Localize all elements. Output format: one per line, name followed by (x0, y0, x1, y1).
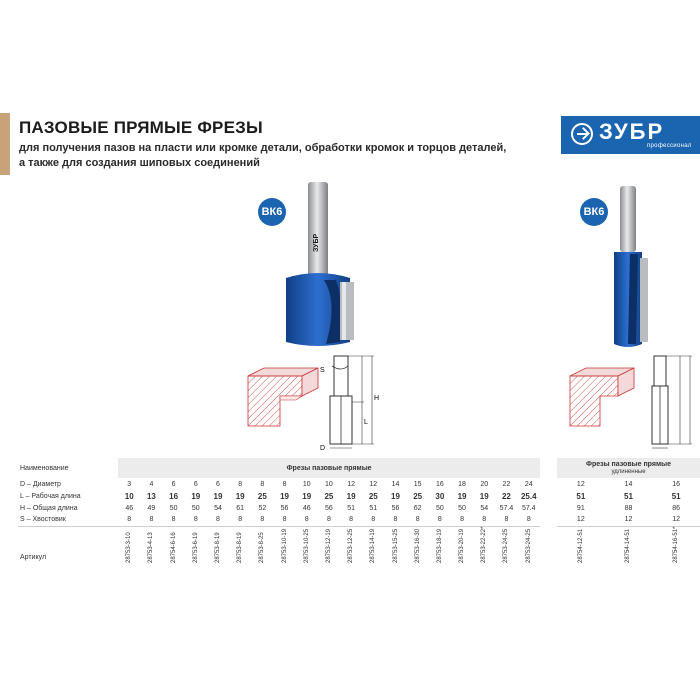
article-cell (140, 526, 162, 588)
table-cell: 19 (391, 491, 400, 501)
article-text: 28754-14-51 (625, 528, 632, 563)
table-cell: 8 (473, 514, 495, 526)
table-cell: 12 (605, 514, 653, 526)
table-cell: 8 (296, 514, 318, 526)
logo-text: ЗУБР (599, 119, 665, 144)
table-cell: 56 (391, 504, 400, 512)
table-row-working-length (18, 490, 540, 502)
table-cell: 8 (451, 514, 473, 526)
table-cell: 49 (147, 504, 156, 512)
table-cell: 19 (280, 491, 290, 501)
article-text: 28753-8-25 (259, 532, 266, 563)
table-row-diameter (557, 478, 700, 490)
article-text: 28753-12-19 (325, 528, 332, 563)
specs-table-long (557, 458, 700, 588)
bit-dimension-drawing (318, 352, 382, 452)
table-cell: 57.4 (499, 504, 514, 512)
article-cell (163, 526, 185, 588)
table-cell: 4 (149, 480, 154, 488)
table-cell: 57.4 (521, 504, 536, 512)
table-cell: 15 (413, 480, 422, 488)
table-cell: 51 (576, 491, 586, 501)
article-cell (652, 526, 700, 588)
table-header-row (557, 458, 700, 478)
table-cell: 6 (193, 480, 198, 488)
article-cell (429, 526, 451, 588)
table-cell: 6 (216, 480, 220, 488)
page-subtitle (19, 141, 539, 171)
label-d: D (320, 445, 326, 452)
table-cell: 8 (163, 514, 185, 526)
table-cell: 14 (624, 480, 633, 488)
table-cell: 8 (282, 480, 287, 488)
row-label: Артикул (20, 553, 47, 561)
table-cell: 19 (191, 491, 201, 501)
table-cell: 25 (413, 491, 423, 501)
table-cell: 88 (624, 504, 633, 512)
material-badge-left: ВК6 (258, 198, 286, 226)
table-cell: 24 (524, 480, 533, 488)
table-cell: 8 (429, 514, 451, 526)
article-cell (251, 526, 273, 588)
article-text: 28753-15-25 (392, 528, 399, 563)
group-header-long (557, 458, 700, 478)
table-cell: 86 (672, 504, 681, 512)
table-cell: 46 (125, 504, 134, 512)
table-cell: 54 (480, 504, 489, 512)
label-s: S (320, 367, 325, 374)
group-header-title: Фрезы пазовые прямые (586, 461, 671, 468)
table-cell: 62 (413, 504, 422, 512)
article-text: 28754-6-16 (170, 532, 177, 563)
subtitle-line-2: а также для создания шиповых соединений (19, 157, 260, 169)
article-text: 28753-10-19 (281, 528, 288, 563)
router-bit-long-image (602, 186, 652, 348)
table-cell: 10 (302, 480, 311, 488)
table-cell: 20 (480, 480, 489, 488)
table-cell: 46 (302, 504, 311, 512)
table-cell: 10 (124, 491, 134, 501)
table-cell: 8 (495, 514, 517, 526)
table-cell: 25.4 (520, 491, 537, 501)
bit-dimension-drawing-long (640, 352, 700, 452)
table-cell: 8 (340, 514, 362, 526)
article-text: 28753-16-30 (414, 528, 421, 563)
table-cell: 8 (185, 514, 207, 526)
article-text: 28753-6-19 (192, 532, 199, 563)
table-cell: 8 (118, 514, 140, 526)
table-cell: 8 (362, 514, 384, 526)
article-cell (185, 526, 207, 588)
table-cell: 12 (652, 514, 700, 526)
article-text: 28753-10-25 (303, 528, 310, 563)
table-cell: 50 (169, 504, 178, 512)
table-cell: 14 (391, 480, 400, 488)
table-cell: 52 (258, 504, 267, 512)
table-row-working-length (557, 490, 700, 502)
table-row-shank (557, 514, 700, 526)
article-text: 28753-24-25 (525, 528, 532, 563)
table-cell: 50 (435, 504, 444, 512)
article-text: 28753-8-19 (215, 532, 221, 563)
table-cell: 50 (458, 504, 466, 512)
logo-subtext: профессионал (647, 143, 692, 149)
table-cell: 19 (235, 491, 245, 501)
table-cell: 8 (384, 514, 406, 526)
article-text: 28754-12-51 (577, 528, 584, 563)
table-cell: 13 (146, 491, 156, 501)
table-cell: 12 (557, 514, 605, 526)
article-text: 28753-18-19 (436, 528, 443, 563)
logo-arrow-icon (571, 123, 593, 145)
specs-table (18, 458, 540, 588)
label-h: H (374, 395, 380, 402)
table-row-article (18, 526, 540, 588)
article-text: 28753-24-25 (503, 528, 510, 563)
table-cell: 19 (457, 491, 467, 501)
name-column-header: Наименование (18, 458, 118, 478)
table-cell: 18 (458, 480, 466, 488)
table-cell: 22 (501, 491, 511, 501)
table-cell: 56 (325, 504, 333, 512)
article-cell (605, 526, 653, 588)
table-cell: 3 (127, 480, 132, 488)
table-cell: 25 (257, 491, 267, 501)
table-cell: 8 (260, 480, 265, 488)
table-cell: 51 (369, 504, 378, 512)
article-cell (207, 526, 229, 588)
article-text: 28753-12-25 (348, 528, 355, 563)
table-cell: 61 (236, 504, 245, 512)
article-cell (451, 526, 473, 588)
table-cell: 8 (407, 514, 429, 526)
article-cell (473, 526, 495, 588)
article-cell (362, 526, 384, 588)
table-cell: 51 (347, 504, 356, 512)
table-cell: 16 (169, 491, 179, 501)
subtitle-line-1: для получения пазов на пласти или кромке детали, обработки кромок и торцов деталей, (19, 142, 507, 154)
table-cell: 56 (280, 504, 289, 512)
table-cell: 25 (368, 491, 378, 501)
table-cell: 8 (273, 514, 295, 526)
table-cell: 8 (207, 514, 229, 526)
table-row-article (557, 526, 700, 588)
table-cell: 16 (435, 480, 444, 488)
table-cell: 22 (502, 480, 511, 488)
article-text: 28753-22-22* (481, 526, 488, 563)
table-cell: 25 (324, 491, 334, 501)
table-row-shank (18, 514, 540, 526)
article-cell (340, 526, 362, 588)
table-cell: 51 (624, 491, 633, 501)
table-cell: 16 (672, 480, 681, 488)
article-cell (318, 526, 340, 588)
table-cell: 19 (213, 491, 223, 501)
table-cell: 12 (369, 480, 378, 488)
page-title: ПАЗОВЫЕ ПРЯМЫЕ ФРЕЗЫ (19, 118, 263, 137)
table-cell: 8 (238, 480, 243, 488)
article-text: 28754-16-51* (673, 526, 680, 563)
table-cell: 12 (576, 480, 585, 488)
article-cell (407, 526, 429, 588)
material-badge-right: ВК6 (580, 198, 608, 226)
article-cell (296, 526, 318, 588)
article-cell (229, 526, 251, 588)
router-bit-image (280, 182, 360, 350)
article-cell (273, 526, 295, 588)
table-cell: 8 (229, 514, 251, 526)
table-cell: 50 (191, 504, 200, 512)
table-row-total-length (557, 502, 700, 514)
article-cell (557, 526, 605, 588)
groove-profile-diagram (244, 366, 320, 434)
table-cell: 6 (171, 480, 176, 488)
table-cell: 10 (325, 480, 333, 488)
table-cell: 91 (576, 504, 585, 512)
article-cell (518, 526, 540, 588)
article-cell (495, 526, 517, 588)
table-cell: 54 (214, 504, 222, 512)
table-cell: 51 (671, 491, 681, 501)
table-cell: 8 (251, 514, 273, 526)
article-text: 28753-14-19 (370, 528, 377, 563)
article-text: 28753-8-19 (237, 532, 244, 563)
groove-profile-diagram-long (566, 366, 636, 434)
brand-logo (561, 116, 700, 154)
table-cell: 12 (347, 480, 356, 488)
article-text: 28753-20-19 (459, 528, 466, 563)
row-label: L – Рабочая длина (20, 492, 81, 500)
table-cell: 8 (518, 514, 540, 526)
row-label: S – Хвостовик (18, 514, 118, 526)
label-l: L (364, 419, 368, 426)
article-cell (118, 526, 140, 588)
svg-text:ЗУБР: ЗУБР (313, 233, 320, 252)
table-cell: 30 (435, 491, 445, 501)
row-label: D – Диаметр (20, 480, 61, 488)
table-cell: 19 (302, 491, 312, 501)
table-cell: 8 (140, 514, 162, 526)
article-cell (384, 526, 406, 588)
table-header-row (18, 458, 540, 478)
article-text: 28753-4-13 (148, 532, 155, 563)
table-cell: 19 (346, 491, 356, 501)
row-label: H – Общая длина (20, 504, 78, 512)
article-text: 28753-3-10 (126, 532, 133, 563)
accent-bar (0, 113, 10, 175)
table-cell: 8 (318, 514, 340, 526)
table-row-diameter (18, 478, 540, 490)
group-header: Фрезы пазовые прямые (118, 458, 540, 478)
table-cell: 19 (479, 491, 489, 501)
group-header-sub: удлиненные (611, 469, 646, 475)
table-row-total-length (18, 502, 540, 514)
